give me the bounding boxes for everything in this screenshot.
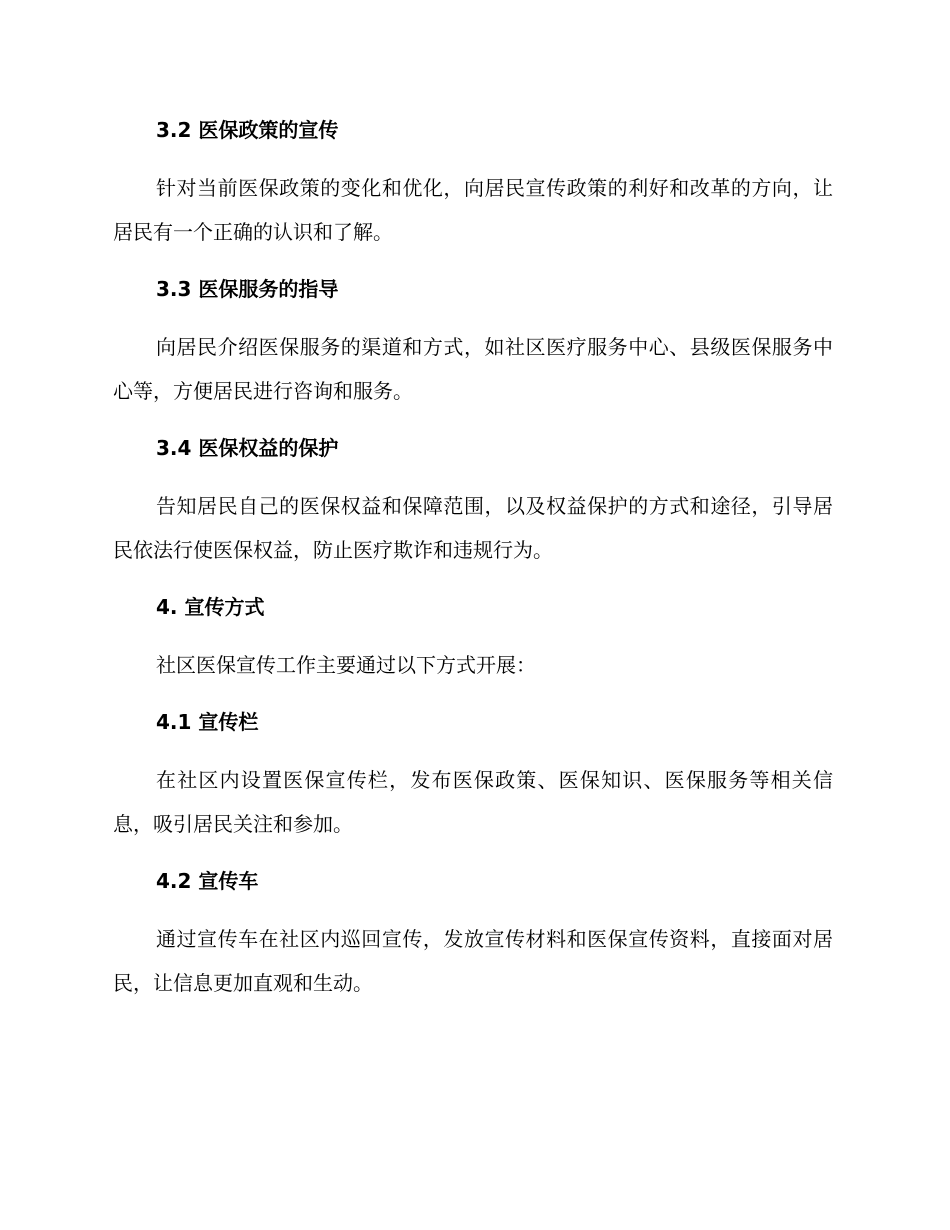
section-paragraph-3-2: 针对当前医保政策的变化和优化，向居民宣传政策的利好和改革的方向，让居民有一个正确的认识和了解。 xyxy=(113,176,833,244)
section-heading-3-3: 3.3 医保服务的指导 xyxy=(156,277,339,301)
section-paragraph-4-1: 在社区内设置医保宣传栏，发布医保政策、医保知识、医保服务等相关信息，吸引居民关注和参加。 xyxy=(113,768,833,836)
section-paragraph-4: 社区医保宣传工作主要通过以下方式开展： xyxy=(156,653,536,677)
section-heading-4-2: 4.2 宣传车 xyxy=(156,869,259,893)
section-heading-3-2: 3.2 医保政策的宣传 xyxy=(156,118,339,142)
section-paragraph-3-3: 向居民介绍医保服务的渠道和方式，如社区医疗服务中心、县级医保服务中心等，方便居民进行咨询和服务。 xyxy=(113,335,833,403)
section-heading-4-1: 4.1 宣传栏 xyxy=(156,710,259,734)
section-paragraph-3-4: 告知居民自己的医保权益和保障范围，以及权益保护的方式和途径，引导居民依法行使医保权益，防止医疗欺诈和违规行为。 xyxy=(113,494,833,562)
section-heading-3-4: 3.4 医保权益的保护 xyxy=(156,436,339,460)
section-paragraph-4-2: 通过宣传车在社区内巡回宣传，发放宣传材料和医保宣传资料，直接面对居民，让信息更加直观和生动。 xyxy=(113,927,833,995)
section-heading-4: 4. 宣传方式 xyxy=(156,595,265,619)
